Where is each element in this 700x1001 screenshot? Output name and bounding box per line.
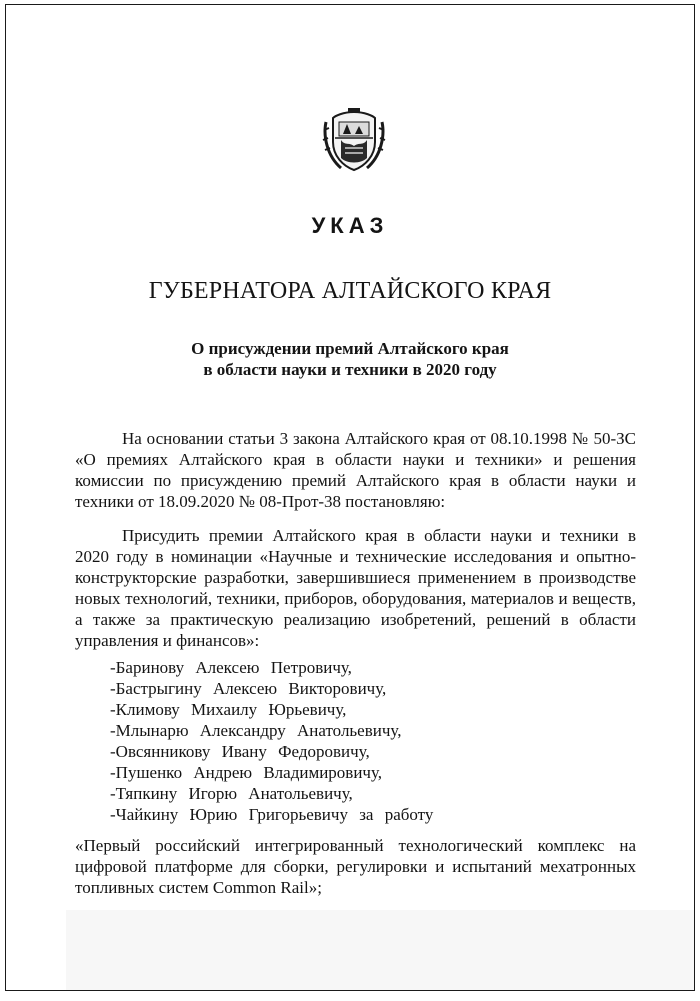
document-subtitle: ГУБЕРНАТОРА АЛТАЙСКОГО КРАЯ — [148, 278, 552, 304]
paragraph-line: На основании статьи 3 закона Алтайского края от 08.10.1998 № 50-ЗС — [122, 429, 636, 448]
laureate-item: -Баринову Алексею Петровичу, — [110, 658, 352, 677]
laureate-item: -Чайкину Юрию Григорьевичу за работу — [110, 805, 434, 824]
heading-line: О присуждении премий Алтайского края — [191, 339, 509, 358]
paragraph-basis — [75, 428, 636, 512]
laureate-item: -Тяпкину Игорю Анатольевичу, — [110, 784, 353, 803]
coat-of-arms-emblem — [321, 108, 387, 174]
document-page — [5, 4, 695, 991]
paragraph-line: а также за практическую реализацию изобретений, решений в области — [75, 610, 636, 629]
paragraph-line: управления и финансов»: — [75, 631, 260, 650]
laureate-item: -Климову Михаилу Юрьевичу, — [110, 700, 347, 719]
scan-shadow — [66, 910, 694, 990]
paragraph-line: техники от 18.09.2020 № 08-Прот-38 постановляю: — [75, 492, 446, 511]
paragraph-line: комиссии по присуждению премий Алтайского края в области науки и — [75, 471, 636, 490]
work-title — [75, 835, 636, 898]
decree-heading — [6, 338, 694, 380]
paragraph-line: 2020 году в номинации «Научные и технические исследования и опытно- — [75, 547, 636, 566]
document-title: УКАЗ — [311, 213, 389, 238]
work-title-line: топливных систем Common Rail»; — [75, 878, 322, 897]
laureate-item: -Бастрыгину Алексею Викторовичу, — [110, 679, 387, 698]
work-title-line: «Первый российский интегрированный технологический комплекс на — [75, 836, 636, 855]
paragraph-award — [75, 525, 636, 651]
paragraph-line: «О премиях Алтайского края в области науки и техники» и решения — [75, 450, 636, 469]
laureate-item: -Млынарю Александру Анатольевичу, — [110, 721, 402, 740]
paragraph-line: Присудить премии Алтайского края в области науки и техники в — [122, 526, 636, 545]
paragraph-line: новых технологий, техники, приборов, оборудования, материалов и веществ, — [75, 589, 636, 608]
heading-line: в области науки и техники в 2020 году — [203, 360, 497, 379]
laureates-list — [110, 657, 433, 825]
laureate-item: -Пушенко Андрею Владимировичу, — [110, 763, 383, 782]
paragraph-line: конструкторские разработки, завершившиеся применением в производстве — [75, 568, 636, 587]
work-title-line: цифровой платформе для сборки, регулировки и испытаний мехатронных — [75, 857, 636, 876]
laureate-item: -Овсянникову Ивану Федоровичу, — [110, 742, 370, 761]
